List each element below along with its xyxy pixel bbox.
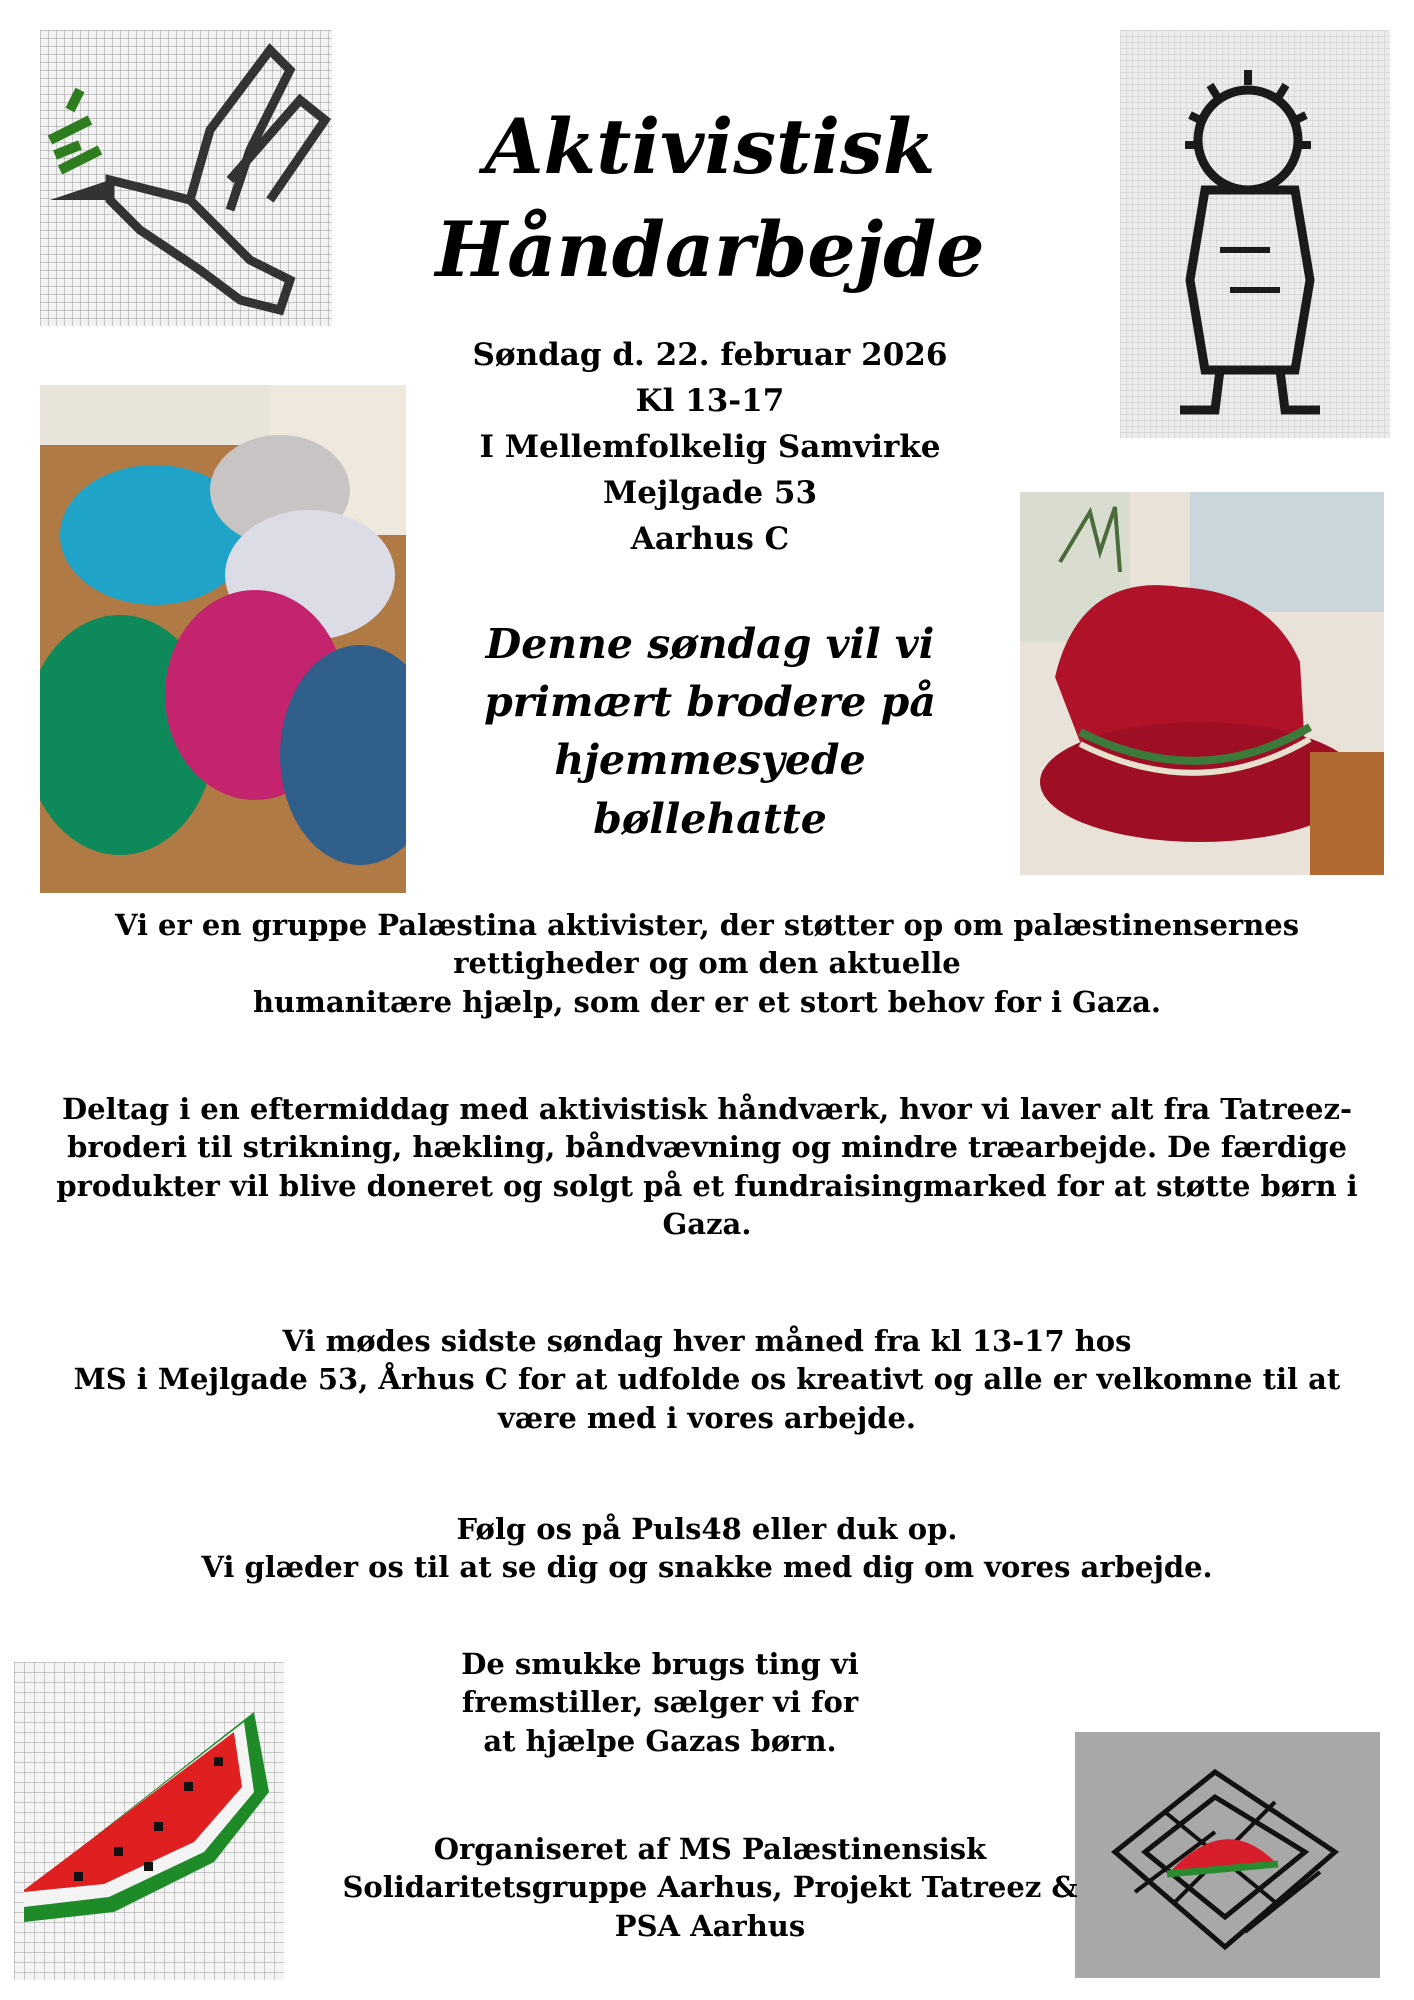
sales-line-2: fremstiller, sælger vi for [461, 1685, 859, 1720]
intro-paragraph [40, 906, 1374, 1021]
title-line-2: Håndarbejde [435, 205, 985, 295]
crafts-paragraph [40, 1090, 1374, 1243]
poster-title [390, 95, 1030, 302]
dove-pattern-image [40, 30, 332, 326]
meeting-paragraph [40, 1322, 1374, 1437]
organizer-paragraph [330, 1830, 1090, 1945]
sales-paragraph [380, 1645, 940, 1760]
watermelon-pattern-image [14, 1662, 284, 1980]
follow-line-1: Følg os på Puls48 eller duk op. [456, 1512, 958, 1546]
handala-embroidery-image [1120, 30, 1390, 438]
bucket-hats-photo [40, 385, 406, 893]
embroidery-photo [1075, 1732, 1380, 1978]
theme-line-1: Denne søndag vil vi [485, 620, 935, 668]
follow-paragraph [40, 1510, 1374, 1587]
intro-line-2: rettigheder og om den aktuelle [453, 946, 961, 981]
follow-line-2: Vi glæder os til at se dig og snakke med dig om vores arbejde. [201, 1550, 1213, 1585]
organizer-text: Organiseret af MS Palæstinensisk Solidaritetsgruppe Aarhus, Projekt Tatreez & PSA Aarhus [342, 1832, 1078, 1943]
event-street: Mejlgade 53 [602, 474, 818, 511]
crafts-text: Deltag i en eftermiddag med aktivistisk håndværk, hvor vi laver alt fra Tatreez-broderi til strikning, hækling, båndvævning og mindre træarbejde. De færdige produkter vil blive doneret og solgt på et fundraisingmarked for at støtte børn i Gaza. [56, 1092, 1358, 1241]
theme-line-4: bøllehatte [593, 794, 827, 843]
event-details [420, 333, 1000, 562]
theme-heading [430, 615, 990, 848]
intro-line-1: Vi er en gruppe Palæstina aktivister, der støtter op om palæstinensernes [114, 908, 1300, 942]
event-city: Aarhus C [630, 520, 790, 557]
sales-line-3: at hjælpe Gazas børn. [483, 1723, 837, 1758]
red-hat-photo [1020, 492, 1384, 875]
event-place: I Mellemfolkelig Samvirke [479, 428, 941, 465]
sales-line-1: De smukke brugs ting vi [461, 1647, 859, 1681]
meeting-line-2: MS i Mejlgade 53, Århus C for at udfolde os kreativt og alle er velkomne til at være med i vores arbejde. [73, 1362, 1341, 1435]
theme-line-3: hjemmesyede [554, 736, 866, 785]
theme-line-2: primært brodere på [484, 678, 936, 727]
meeting-line-1: Vi mødes sidste søndag hver måned fra kl 13-17 hos [282, 1324, 1132, 1358]
event-date: Søndag d. 22. februar 2026 [472, 337, 948, 373]
title-line-1: Aktivistisk [484, 102, 936, 191]
event-time: Kl 13-17 [635, 382, 785, 419]
intro-line-3: humanitære hjælp, som der er et stort behov for i Gaza. [252, 984, 1162, 1019]
